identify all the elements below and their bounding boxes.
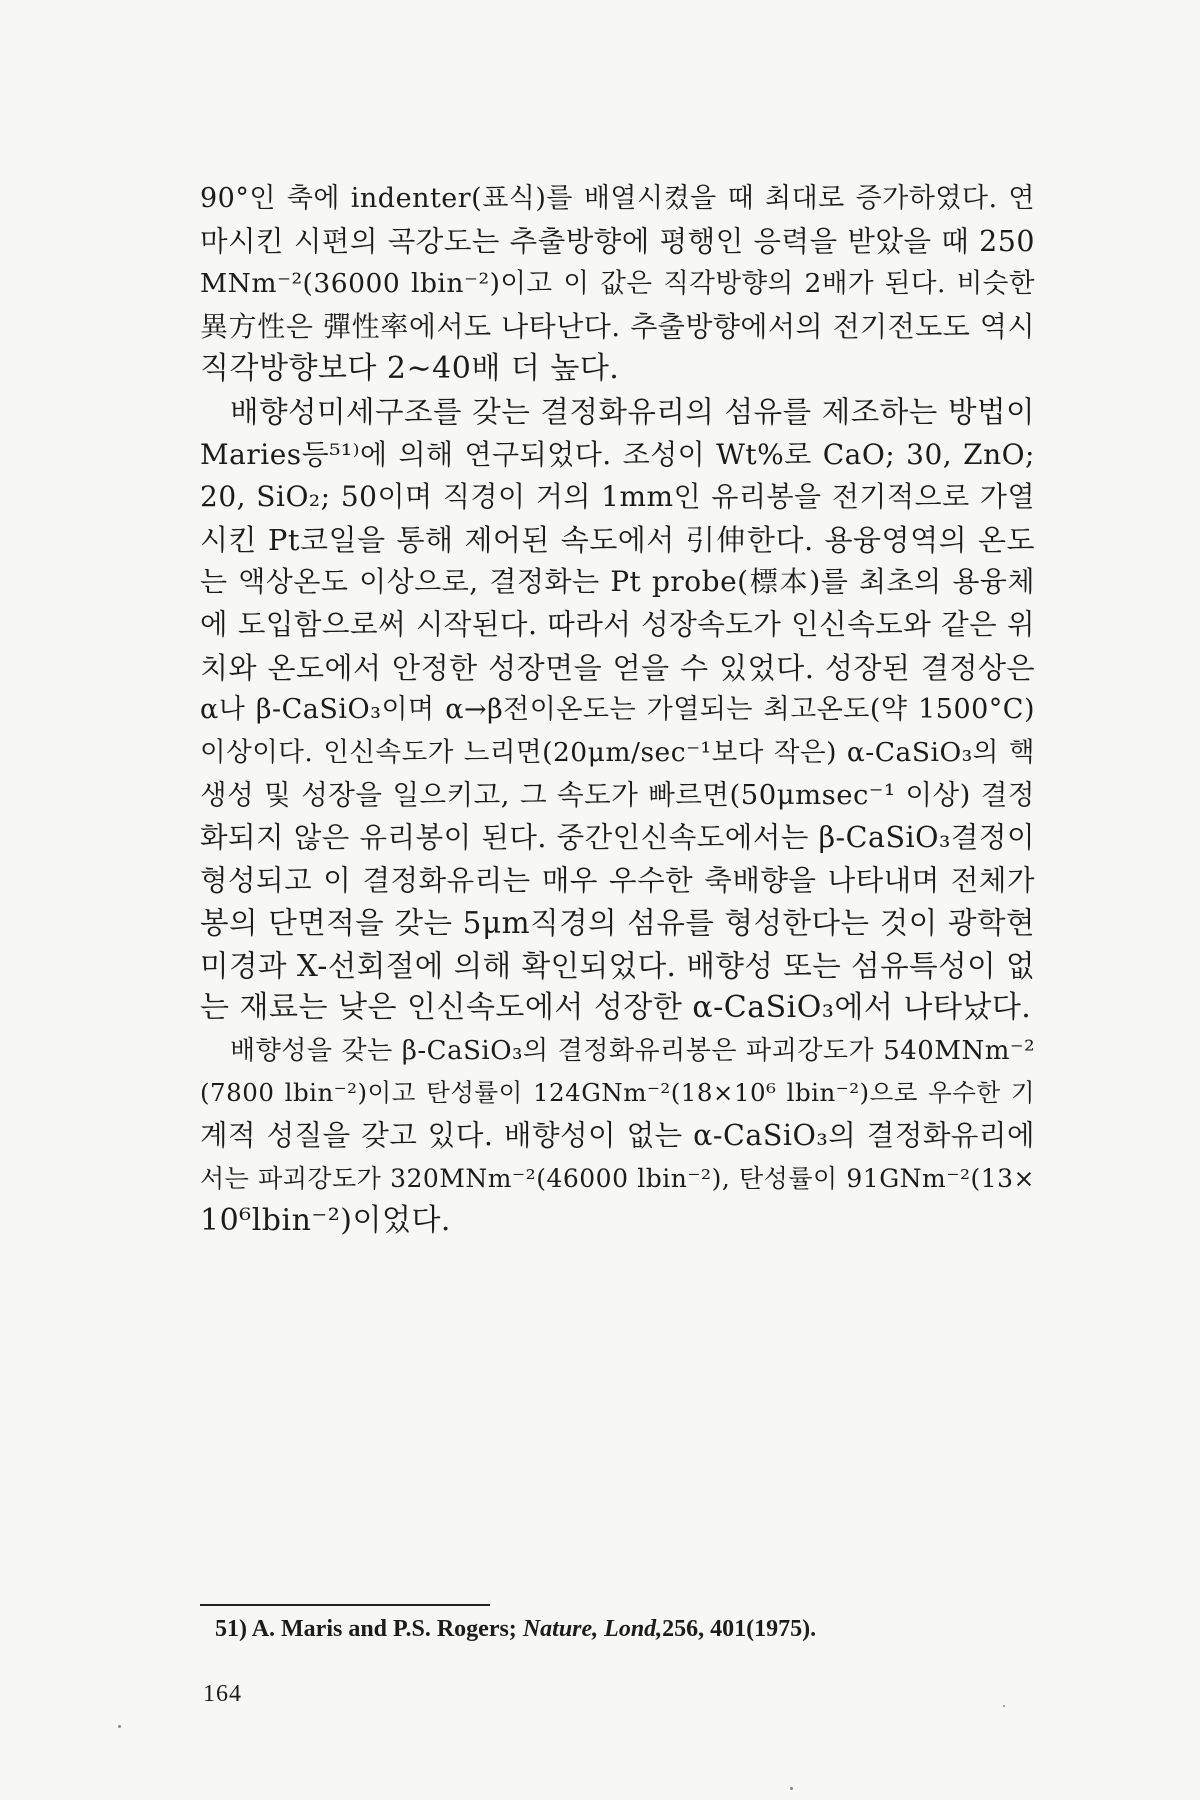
scan-speck — [790, 1787, 793, 1790]
text-line: 마시킨 시편의 곡강도는 추출방향에 평행인 응력을 받았을 때 250 — [200, 224, 1035, 258]
text-line: 미경과 X-선회절에 의해 확인되었다. 배향성 또는 섬유특성이 없 — [200, 948, 1035, 983]
page-number: 164 — [203, 1681, 242, 1707]
body-text — [200, 178, 1035, 1243]
footnote-authors: A. Maris and P.S. Rogers; — [251, 1616, 517, 1642]
text-line: 직각방향보다 2∼40배 더 높다. — [200, 351, 620, 387]
text-line: 치와 온도에서 안정한 성장면을 얻을 수 있었다. 성장된 결정상은 — [200, 650, 1035, 685]
footnote-marker: 51) — [215, 1616, 247, 1642]
text-line: MNm⁻²(36000 lbin⁻²)이고 이 값은 직각방향의 2배가 된다. 비슷한 — [200, 268, 1035, 300]
text-line: 시킨 Pt코일을 통해 제어된 속도에서 引伸한다. 용융영역의 온도 — [200, 522, 1035, 557]
scan-speck — [1003, 1705, 1005, 1707]
footnote — [215, 1616, 816, 1643]
text-line: 화되지 않은 유리봉이 된다. 중간인신속도에서는 β-CaSiO₃결정이 — [200, 820, 1035, 854]
text-line: 형성되고 이 결정화유리는 매우 우수한 축배향을 나타내며 전체가 — [200, 863, 1035, 897]
text-line: 90°인 축에 indenter(표식)를 배열시켰을 때 최대로 증가하였다. 연 — [200, 183, 1035, 214]
footnote-journal: Nature, Lond, — [522, 1616, 663, 1642]
text-line: (7800 lbin⁻²)이고 탄성률이 124GNm⁻²(18×10⁶ lbin⁻²)으로 우수한 기 — [200, 1078, 1035, 1108]
footnote-divider — [200, 1604, 490, 1606]
text-line: 배향성미세구조를 갖는 결정화유리의 섬유를 제조하는 방법이 — [230, 394, 1035, 429]
text-line: 생성 및 성장을 일으키고, 그 속도가 빠르면(50μmsec⁻¹ 이상) 결정 — [200, 779, 1035, 812]
text-line: 계적 성질을 갖고 있다. 배향성이 없는 α-CaSiO₃의 결정화유리에 — [200, 1119, 1035, 1153]
text-line: 10⁶lbin⁻²)이었다. — [200, 1203, 451, 1239]
text-line: 는 액상온도 이상으로, 결정화는 Pt probe(標本)를 최초의 용융체 — [200, 565, 1035, 599]
text-line: 서는 파괴강도가 320MNm⁻²(46000 lbin⁻²), 탄성률이 91GNm⁻²(13× — [200, 1163, 1035, 1193]
text-line: 異方性은 彈性率에서도 나타난다. 추출방향에서의 전기전도도 역시 — [200, 309, 1035, 343]
footnote-citation: 256, 401(1975). — [662, 1616, 817, 1642]
text-line: 에 도입함으로써 시작된다. 따라서 성장속도가 인신속도와 같은 위 — [200, 607, 1035, 641]
text-line: 배향성을 갖는 β-CaSiO₃의 결정화유리봉은 파괴강도가 540MNm⁻² — [230, 1035, 1035, 1066]
text-line: 20, SiO₂; 50이며 직경이 거의 1mm인 유리봉을 전기적으로 가열 — [200, 480, 1035, 514]
text-line: Maries등⁵¹⁾에 의해 연구되었다. 조성이 Wt%로 CaO; 30, ZnO; — [200, 437, 1035, 471]
text-line: α나 β-CaSiO₃이며 α→β전이온도는 가열되는 최고온도(약 1500°C) — [200, 694, 1035, 726]
text-line: 봉의 단면적을 갖는 5μm직경의 섬유를 형성한다는 것이 광학현 — [200, 906, 1035, 941]
text-line: 이상이다. 인신속도가 느리면(20μm/sec⁻¹보다 작은) α-CaSiO₃의 핵 — [200, 736, 1035, 768]
scan-speck — [118, 1725, 121, 1728]
text-line: 는 재료는 낮은 인신속도에서 성장한 α-CaSiO₃에서 나타났다. — [200, 990, 1032, 1026]
